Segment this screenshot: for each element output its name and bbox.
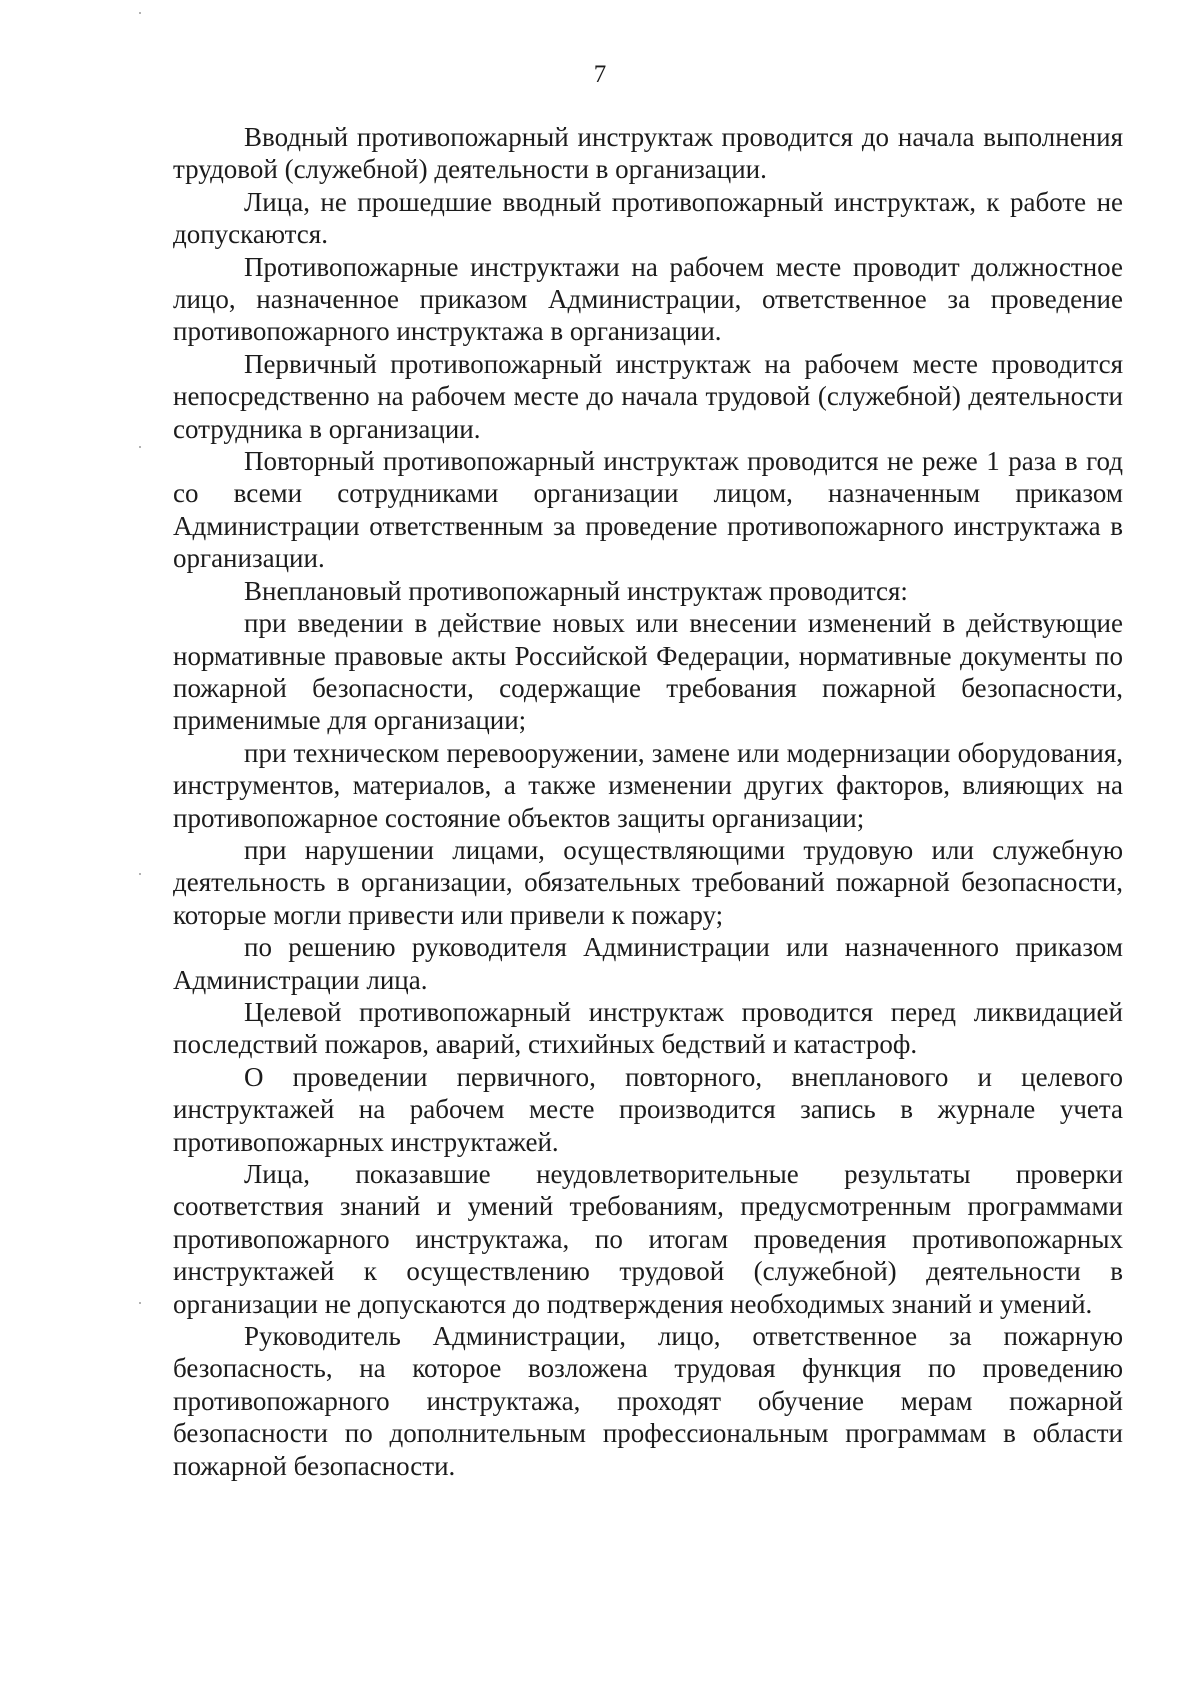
list-item-equipment-change: при техническом перевооружении, замене или модернизации оборудования, инструментов, материалов, а также изменении других факторов, влияющих на противопожарное состояние объектов защиты организации; <box>173 737 1123 833</box>
paragraph-workplace-briefings: Противопожарные инструктажи на рабочем месте проводит должностное лицо, назначенное приказом Администрации, ответственное за проведение противопожарного инструктажа в организации. <box>173 251 1123 347</box>
scan-speck <box>139 873 141 875</box>
page-number: 7 <box>593 61 607 88</box>
paragraph-admission-rule: Лица, не прошедшие вводный противопожарный инструктаж, к работе не допускаются. <box>173 186 1123 250</box>
paragraph-unscheduled-briefing: Внеплановый противопожарный инструктаж проводится: <box>244 575 908 606</box>
paragraph-unsatisfactory-results: Лица, показавшие неудовлетворительные результаты проверки соответствия знаний и умений требованиям, предусмотренным программами противопожарного инструктажа, по итогам проведения противопожарных инструктажей к осуществлению трудовой (служебной) деятельности в организации не допускаются до подтверждения необходимых знаний и умений. <box>173 1159 1123 1319</box>
paragraph-primary-briefing: Первичный противопожарный инструктаж на рабочем месте проводится непосредственно на рабочем месте до начала трудовой (служебной) деятельности сотрудника в организации. <box>173 348 1123 444</box>
paragraph-repeated-briefing: Повторный противопожарный инструктаж проводится не реже 1 раза в год со всеми сотрудниками организации лицом, назначенным приказом Администрации ответственным за проведение противопожарного инструктажа в организации. <box>173 446 1123 574</box>
scan-speck <box>139 12 141 14</box>
document-body <box>173 121 1123 1482</box>
paragraph-introductory-briefing: Вводный противопожарный инструктаж проводится до начала выполнения трудовой (служебной) деятельности в организации. <box>173 122 1123 185</box>
list-item-new-regulations: при введении в действие новых или внесении изменений в действующие нормативные правовые акты Российской Федерации, нормативные документы по пожарной безопасности, содержащие требования пожарной безопасности, применимые для организации; <box>173 608 1123 736</box>
paragraph-journal-record: О проведении первичного, повторного, внепланового и целевого инструктажей на рабочем месте производится запись в журнале учета противопожарных инструктажей. <box>173 1061 1123 1157</box>
paragraph-targeted-briefing: Целевой противопожарный инструктаж проводится перед ликвидацией последствий пожаров, аварий, стихийных бедствий и катастроф. <box>173 996 1123 1060</box>
paragraph-head-training: Руководитель Администрации, лицо, ответственное за пожарную безопасность, на которое возложена трудовая функция по проведению противопожарного инструктажа, проходят обучение мерам пожарной безопасности по дополнительным профессиональным программам в области пожарной безопасности. <box>173 1321 1123 1481</box>
list-item-manager-decision: по решению руководителя Администрации или назначенного приказом Администрации лица. <box>173 932 1123 995</box>
scan-speck <box>139 1302 141 1304</box>
list-item-violations: при нарушении лицами, осуществляющими трудовую или служебную деятельность в организации, обязательных требований пожарной безопасности, которые могли привести или привели к пожару; <box>173 834 1123 930</box>
scan-speck <box>139 446 141 448</box>
